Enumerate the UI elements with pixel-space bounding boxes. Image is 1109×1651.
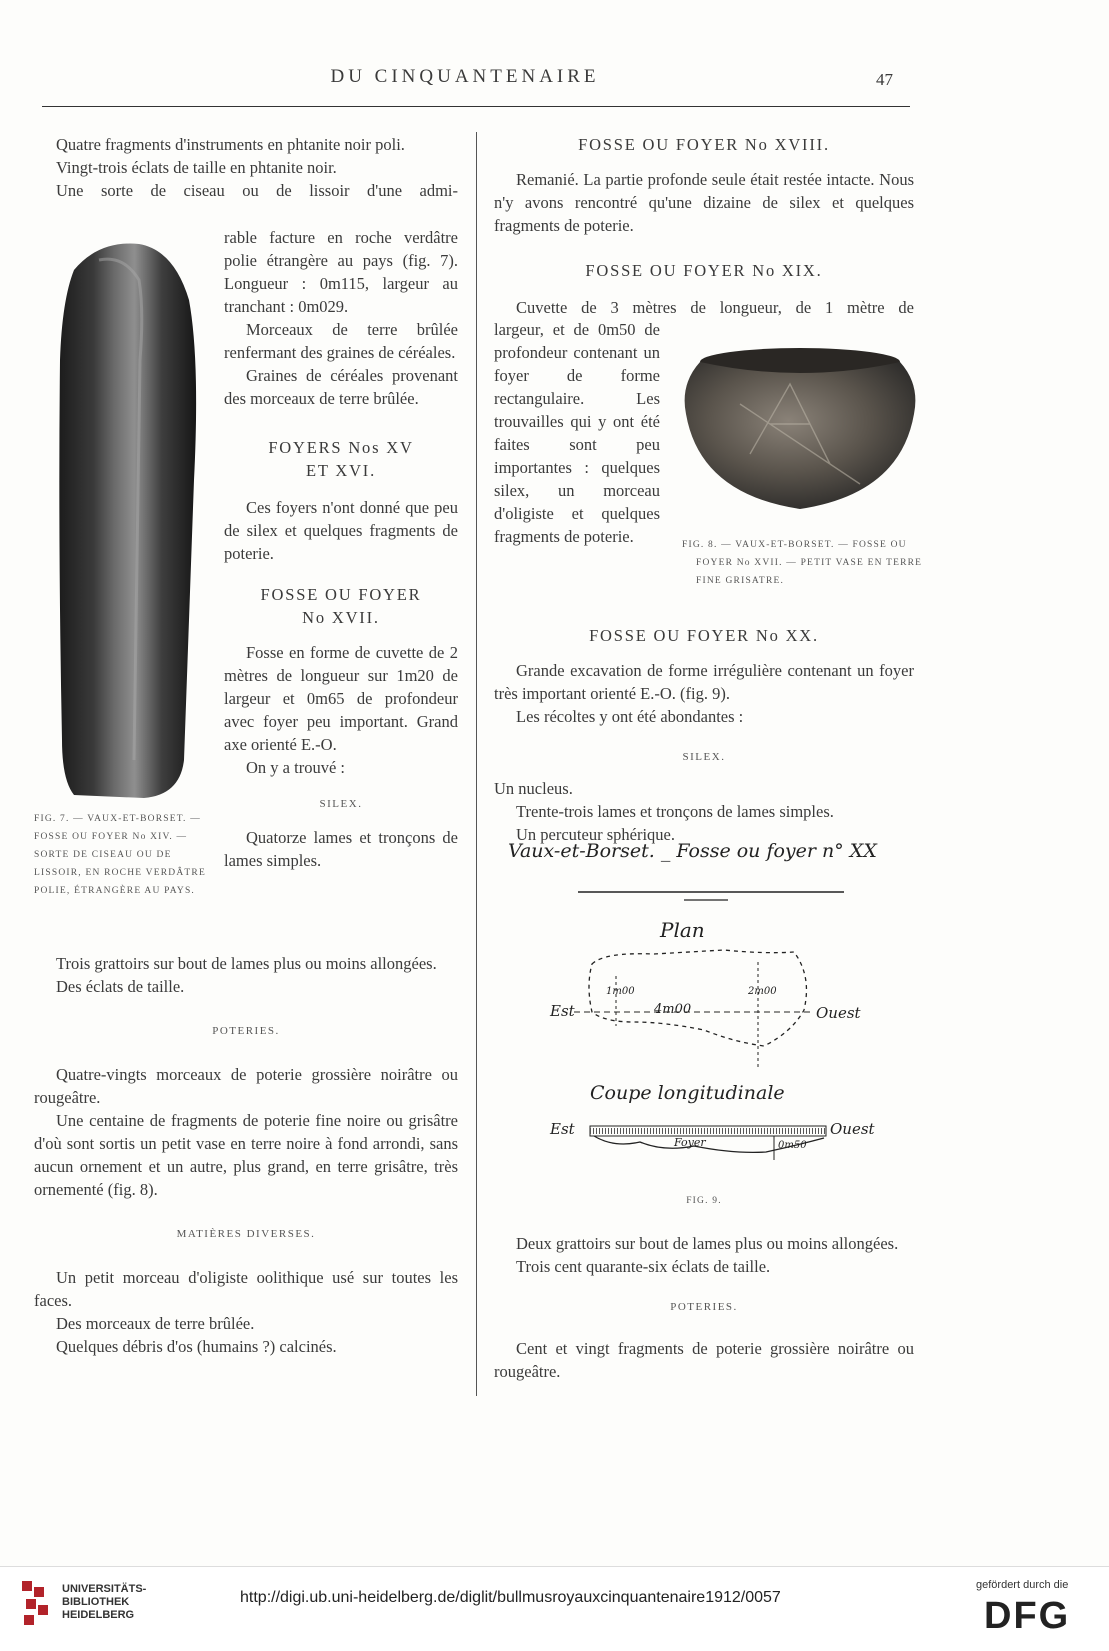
paragraph: Un percuteur sphérique. bbox=[516, 825, 675, 844]
section-heading: FOSSE OU FOYER No XVIII. bbox=[578, 135, 830, 154]
fig9-depth-label: 0m50 bbox=[778, 1140, 807, 1151]
fig7-caption: FIG. 7. — VAUX-ET-BORSET. — FOSSE OU FOYER No XIV. — SORTE DE CISEAU OU DE LISSOIR, EN ROCHE VERDÂTRE POLIE, ÉTRANGÈRE AU PAYS. bbox=[34, 814, 206, 896]
footer-bar bbox=[0, 1566, 1109, 1651]
right-column-top bbox=[494, 133, 914, 319]
paragraph: Trois grattoirs sur bout de lames plus ou moins allongées. bbox=[56, 954, 437, 973]
paragraph: Quatorze lames et tronçons de lames simples. bbox=[224, 828, 458, 870]
paragraph: Quatre fragments d'instruments en phtanite noir poli. bbox=[56, 135, 405, 154]
paragraph: Un nucleus. bbox=[494, 779, 573, 798]
left-column-top bbox=[34, 133, 458, 202]
fig9-drawing bbox=[494, 836, 914, 1192]
fig9-foyer-label: Foyer bbox=[674, 1136, 706, 1149]
library-line: UNIVERSITÄTS- bbox=[62, 1583, 147, 1595]
fig9-width-label-1: 1m00 bbox=[606, 986, 635, 997]
paragraph: Fosse en forme de cuvette de 2 mètres de longueur sur 1m20 de largeur et 0m65 de profondeur avec foyer peu important. Grand axe orienté E.-O. bbox=[224, 643, 458, 754]
page-number: 47 bbox=[876, 70, 893, 89]
fig9-caption: FIG. 9. bbox=[686, 1196, 722, 1206]
library-name bbox=[62, 1583, 146, 1622]
section-heading: No XVII. bbox=[302, 608, 380, 627]
source-url[interactable]: http://digi.ub.uni-heidelberg.de/diglit/bullmusroyauxcinquantenaire1912/0057 bbox=[240, 1589, 781, 1606]
header-rule bbox=[42, 106, 910, 107]
paragraph: On y a trouvé : bbox=[246, 758, 345, 777]
right-wrap-text bbox=[494, 318, 660, 548]
left-wrap-text bbox=[224, 226, 458, 872]
subheading-poteries: POTERIES. bbox=[670, 1301, 738, 1313]
paragraph: Des éclats de taille. bbox=[56, 977, 185, 996]
paragraph: Une sorte de ciseau ou de lissoir d'une admi- bbox=[56, 181, 458, 200]
running-title: DU CINQUANTENAIRE bbox=[330, 66, 600, 87]
paragraph: Trente-trois lames et tronçons de lames simples. bbox=[516, 802, 834, 821]
funded-by: gefördert durch die bbox=[976, 1579, 1069, 1591]
paragraph: Quatre-vingts morceaux de poterie grossière noirâtre ou rougeâtre. bbox=[34, 1065, 458, 1107]
paragraph: largeur, et de 0m50 de profondeur contenant un foyer de forme rectangulaire. Les trouvailles qui y ont été faites sont peu importantes : quelques silex, un morceau d'oligiste et quelques fragments de poterie. bbox=[494, 320, 660, 546]
library-line: BIBLIOTHEK bbox=[62, 1596, 130, 1608]
fig9-ouest-label: Ouest bbox=[816, 1004, 861, 1022]
library-line: HEIDELBERG bbox=[62, 1609, 135, 1621]
fig9-coupe-label: Coupe longitudinale bbox=[590, 1082, 785, 1104]
section-heading: FOYERS Nos XV bbox=[268, 438, 414, 457]
subheading-silex: SILEX. bbox=[319, 798, 363, 810]
dfg-logo: DFG bbox=[984, 1595, 1071, 1637]
library-logo-icon bbox=[22, 1581, 54, 1627]
paragraph: Des morceaux de terre brûlée. bbox=[56, 1314, 255, 1333]
section-heading: FOSSE OU FOYER No XIX. bbox=[585, 261, 823, 280]
subheading-matieres: MATIÈRES DIVERSES. bbox=[176, 1228, 316, 1240]
paragraph: Morceaux de terre brûlée renfermant des graines de céréales. bbox=[224, 320, 458, 362]
section-heading: FOSSE OU FOYER bbox=[260, 585, 422, 604]
paragraph: Ces foyers n'ont donné que peu de silex et quelques fragments de poterie. bbox=[224, 498, 458, 563]
paragraph: Remanié. La partie profonde seule était restée intacte. Nous n'y avons rencontré qu'une dizaine de silex et quelques fragments de poterie. bbox=[494, 170, 914, 235]
subheading-silex: SILEX. bbox=[682, 751, 726, 763]
column-divider bbox=[476, 132, 477, 1396]
right-column-bottom bbox=[494, 1232, 914, 1383]
right-column-mid bbox=[494, 624, 914, 846]
paragraph: Vingt-trois éclats de taille en phtanite noir. bbox=[56, 158, 337, 177]
paragraph: Quelques débris d'os (humains ?) calcinés. bbox=[56, 1337, 337, 1356]
fig9-plan-label: Plan bbox=[660, 918, 705, 942]
fig8-vase-image bbox=[680, 344, 920, 514]
fig9-coupe-ouest-label: Ouest bbox=[830, 1120, 875, 1138]
left-column-bottom bbox=[34, 952, 458, 1358]
section-heading: ET XVI. bbox=[305, 461, 377, 480]
paragraph: Un petit morceau d'oligiste oolithique usé sur toutes les faces. bbox=[34, 1268, 458, 1310]
fig7-chisel-image bbox=[44, 240, 204, 802]
fig9-est-label: Est bbox=[550, 1002, 575, 1020]
paragraph: Les récoltes y ont été abondantes : bbox=[516, 707, 744, 726]
paragraph: Deux grattoirs sur bout de lames plus ou moins allongées. bbox=[516, 1234, 899, 1253]
fig9-width-label-2: 2m00 bbox=[748, 986, 777, 997]
section-heading: FOSSE OU FOYER No XX. bbox=[589, 626, 819, 645]
paragraph: Trois cent quarante-six éclats de taille. bbox=[516, 1257, 771, 1276]
paragraph: Cuvette de 3 mètres de longueur, de 1 mètre de bbox=[516, 298, 914, 317]
subheading-poteries: POTERIES. bbox=[212, 1025, 280, 1037]
paragraph: Grande excavation de forme irrégulière contenant un foyer très important orienté E.-O. (fig. 9). bbox=[494, 661, 914, 703]
paragraph: rable facture en roche verdâtre polie étrangère au pays (fig. 7). Longueur : 0m115, largeur au tranchant : 0m029. bbox=[224, 228, 458, 316]
fig9-title: Vaux-et-Borset. _ Fosse ou foyer n° XX bbox=[508, 840, 877, 862]
paragraph: Graines de céréales provenant des morceaux de terre brûlée. bbox=[224, 366, 458, 408]
paragraph: Une centaine de fragments de poterie fine noire ou grisâtre d'où sont sortis un petit vase en terre noire à fond arrondi, sans aucun ornement et un autre, plus grand, en terre grisâtre, très ornementé (fig. 8). bbox=[34, 1111, 458, 1199]
fig9-length-label: 4m00 bbox=[654, 1002, 692, 1017]
fig9-coupe-est-label: Est bbox=[550, 1120, 575, 1138]
fig8-caption: FIG. 8. — VAUX-ET-BORSET. — FOSSE OU FOYER No XVII. — PETIT VASE EN TERRE FINE GRISATRE. bbox=[682, 540, 923, 586]
paragraph: Cent et vingt fragments de poterie grossière noirâtre ou rougeâtre. bbox=[494, 1339, 914, 1381]
